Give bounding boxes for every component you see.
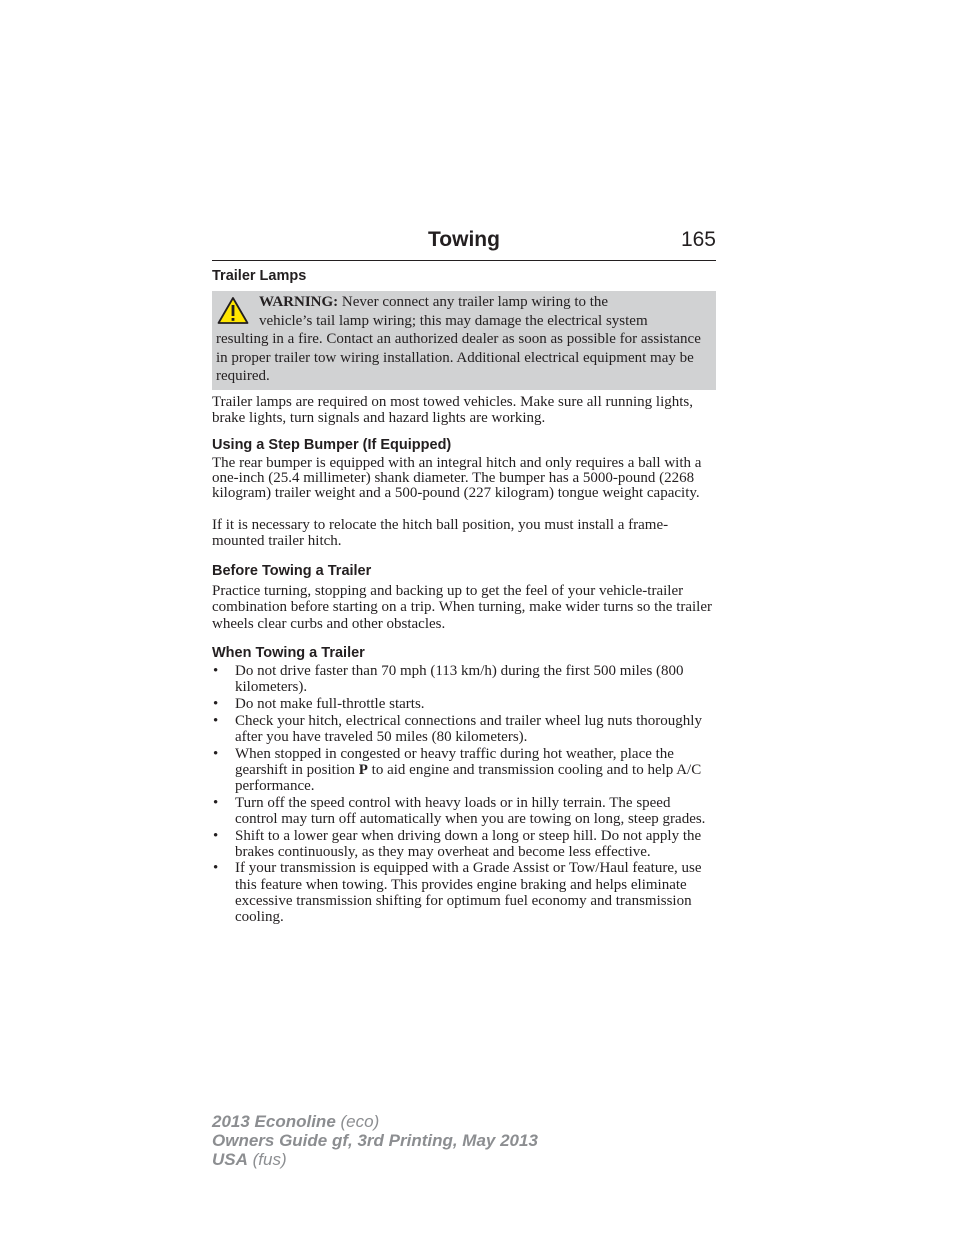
list-item: • Check your hitch, electrical connections and trailer wheel lug nuts thoroughly after you have traveled 50 miles (80 kilometers). [212,713,716,745]
warning-box [212,291,716,390]
step-bumper-body-2: If it is necessary to relocate the hitch ball position, you must install a frame-mounted trailer hitch. [212,517,669,550]
warning-rest: resulting in a fire. Contact an authorized dealer as soon as possible for assistance in proper trailer tow wiring installation. Additional electrical equipment may be required. [216,331,701,385]
towing-tips-list [212,663,716,926]
footer-model: 2013 Econoline [212,1112,336,1131]
step-bumper-body-1: The rear bumper is equipped with an integral hitch and only requires a ball with a one-inch (25.4 millimeter) shank diameter. The bumper has a 5000-pound (2268 kilogram) trailer weight and a 500-pound (227 kilogram) tongue weight capacity. [212,455,702,502]
page-number: 165 [680,228,716,251]
heading-before-towing: Before Towing a Trailer [212,563,372,579]
bullet4-post: to aid engine and transmission cooling and to help A/C performance. [235,761,702,794]
list-item [212,746,716,795]
list-item: • Turn off the speed control with heavy loads or in hilly terrain. The speed control may turn off automatically when you are towing on long, steep grades. [212,795,716,827]
page-title: Towing [428,228,500,251]
warning-text [216,293,708,386]
page-header [212,228,716,261]
footer-guide: Owners Guide gf, 3rd Printing, May 2013 [212,1131,538,1150]
list-item: • If your transmission is equipped with a Grade Assist or Tow/Haul feature, use this feature when towing. This provides engine braking and helps eliminate excessive transmission shifting for optimum fuel economy and transmission cooling. [212,860,716,925]
warning-line-1: Never connect any trailer lamp wiring to the [338,294,609,310]
before-towing-body: Practice turning, stopping and backing up to get the feel of your vehicle-trailer combination before starting on a trip. When turning, make wider turns so the trailer wheels clear curbs and other obstacles. [212,583,713,632]
list-item: • Shift to a lower gear when driving down a long or steep hill. Do not apply the brakes continuously, as they may overheat and become less effective. [212,828,716,860]
footer-region: USA [212,1150,248,1169]
footer-region-code: (fus) [247,1150,287,1169]
warning-line-2: vehicle’s tail lamp wiring; this may damage the electrical system [259,312,648,329]
list-item: • Do not make full-throttle starts. [212,696,716,712]
footer-model-code: (eco) [335,1112,380,1131]
heading-step-bumper: Using a Step Bumper (If Equipped) [212,437,452,453]
heading-trailer-lamps: Trailer Lamps [212,268,307,284]
gear-position-p: P [358,761,368,778]
page-footer [212,1112,538,1169]
warning-label: WARNING: [259,294,339,310]
heading-when-towing: When Towing a Trailer [212,645,365,661]
bullet4-pre: When stopped in congested or heavy traffic during hot weather, place the gearshift in position [235,745,674,778]
list-item: • Do not drive faster than 70 mph (113 km/h) during the first 500 miles (800 kilometers). [212,663,716,695]
trailer-lamps-body: Trailer lamps are required on most towed vehicles. Make sure all running lights, brake lights, turn signals and hazard lights are working. [212,394,694,427]
